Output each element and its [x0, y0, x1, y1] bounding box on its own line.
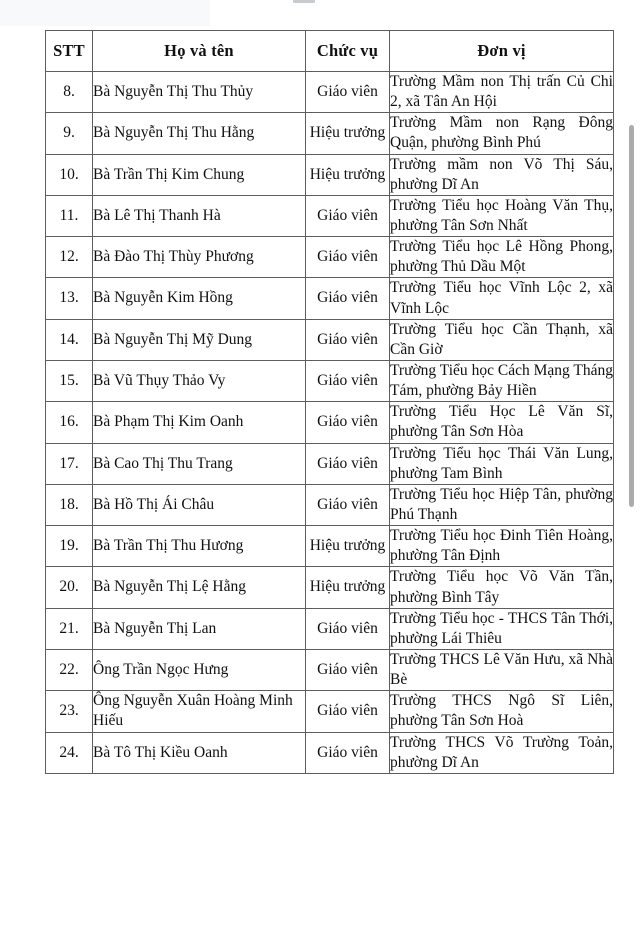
cell-name: Bà Trần Thị Kim Chung [93, 154, 306, 195]
table-row [46, 402, 614, 443]
cell-stt: 13. [46, 278, 93, 319]
cell-stt: 18. [46, 484, 93, 525]
cell-role: Giáo viên [306, 237, 390, 278]
cell-name: Bà Cao Thị Thu Trang [93, 443, 306, 484]
cell-unit: Trường Tiểu học Thái Văn Lung, phường Tam Bình [390, 443, 614, 484]
cell-unit: Trường THCS Võ Trường Toản, phường Dĩ An [390, 732, 614, 773]
personnel-table [45, 30, 614, 774]
cell-name: Bà Nguyễn Thị Lan [93, 608, 306, 649]
table-row [46, 360, 614, 401]
cell-stt: 12. [46, 237, 93, 278]
cell-stt: 14. [46, 319, 93, 360]
cell-role: Giáo viên [306, 278, 390, 319]
column-header-name: Họ và tên [93, 31, 306, 72]
cell-unit: Trường Tiểu học Hiệp Tân, phường Phú Thạnh [390, 484, 614, 525]
table-row [46, 608, 614, 649]
cell-stt: 11. [46, 195, 93, 236]
column-header-stt: STT [46, 31, 93, 72]
cell-stt: 21. [46, 608, 93, 649]
cell-unit: Trường Tiểu Học Lê Văn Sĩ, phường Tân Sơn Hòa [390, 402, 614, 443]
cell-role: Giáo viên [306, 608, 390, 649]
cell-role: Giáo viên [306, 72, 390, 113]
cell-stt: 20. [46, 567, 93, 608]
table-row [46, 278, 614, 319]
page-top-wash [0, 0, 210, 26]
cell-stt: 15. [46, 360, 93, 401]
cell-role: Giáo viên [306, 360, 390, 401]
cell-name: Ông Trần Ngọc Hưng [93, 649, 306, 690]
cell-name: Bà Trần Thị Thu Hương [93, 526, 306, 567]
cell-role: Giáo viên [306, 649, 390, 690]
cell-name: Bà Phạm Thị Kim Oanh [93, 402, 306, 443]
cell-role: Giáo viên [306, 484, 390, 525]
cell-name: Bà Hồ Thị Ái Châu [93, 484, 306, 525]
table-header-row [46, 31, 614, 72]
cell-stt: 16. [46, 402, 93, 443]
cell-stt: 23. [46, 691, 93, 732]
cell-role: Giáo viên [306, 402, 390, 443]
column-header-unit: Đơn vị [390, 31, 614, 72]
cell-name: Ông Nguyễn Xuân Hoàng Minh Hiếu [93, 691, 306, 732]
cell-stt: 10. [46, 154, 93, 195]
cell-stt: 9. [46, 113, 93, 154]
table-body [46, 72, 614, 774]
cell-unit: Trường Tiểu học Vĩnh Lộc 2, xã Vĩnh Lộc [390, 278, 614, 319]
cell-name: Bà Vũ Thụy Thảo Vy [93, 360, 306, 401]
cell-name: Bà Đào Thị Thùy Phương [93, 237, 306, 278]
cell-name: Bà Nguyễn Thị Lệ Hằng [93, 567, 306, 608]
cell-role: Hiệu trưởng [306, 154, 390, 195]
table-row [46, 567, 614, 608]
table-row [46, 72, 614, 113]
table-row [46, 319, 614, 360]
cell-role: Giáo viên [306, 732, 390, 773]
cell-role: Hiệu trưởng [306, 567, 390, 608]
cell-role: Hiệu trưởng [306, 526, 390, 567]
cell-role: Giáo viên [306, 319, 390, 360]
cell-unit: Trường Tiểu học Cần Thạnh, xã Cần Giờ [390, 319, 614, 360]
cell-name: Bà Nguyễn Thị Thu Hằng [93, 113, 306, 154]
table-row [46, 484, 614, 525]
cell-stt: 17. [46, 443, 93, 484]
cell-stt: 19. [46, 526, 93, 567]
table-row [46, 195, 614, 236]
cell-unit: Trường Mầm non Rạng Đông Quận, phường Bình Phú [390, 113, 614, 154]
cell-unit: Trường Tiểu học Cách Mạng Tháng Tám, phường Bảy Hiền [390, 360, 614, 401]
cell-name: Bà Nguyễn Kim Hồng [93, 278, 306, 319]
cell-role: Hiệu trưởng [306, 113, 390, 154]
cell-unit: Trường Mầm non Thị trấn Củ Chi 2, xã Tân An Hội [390, 72, 614, 113]
cell-role: Giáo viên [306, 443, 390, 484]
table-row [46, 732, 614, 773]
cell-role: Giáo viên [306, 195, 390, 236]
table-row [46, 443, 614, 484]
cell-name: Bà Lê Thị Thanh Hà [93, 195, 306, 236]
cell-unit: Trường Tiểu học Lê Hồng Phong, phường Thủ Dầu Một [390, 237, 614, 278]
cell-role: Giáo viên [306, 691, 390, 732]
cell-name: Bà Tô Thị Kiều Oanh [93, 732, 306, 773]
cell-name: Bà Nguyễn Thị Mỹ Dung [93, 319, 306, 360]
cell-unit: Trường THCS Lê Văn Hưu, xã Nhà Bè [390, 649, 614, 690]
table-row [46, 649, 614, 690]
table-row [46, 237, 614, 278]
table-row [46, 691, 614, 732]
column-header-role: Chức vụ [306, 31, 390, 72]
cell-stt: 22. [46, 649, 93, 690]
cell-unit: Trường Tiểu học Đinh Tiên Hoàng, phường Tân Định [390, 526, 614, 567]
vertical-scrollbar[interactable] [626, 0, 640, 936]
cell-unit: Trường THCS Ngô Sĩ Liên, phường Tân Sơn Hoà [390, 691, 614, 732]
cell-unit: Trường Tiểu học Võ Văn Tần, phường Bình Tây [390, 567, 614, 608]
cell-stt: 8. [46, 72, 93, 113]
cell-stt: 24. [46, 732, 93, 773]
table-row [46, 526, 614, 567]
cell-unit: Trường Tiểu học Hoàng Văn Thụ, phường Tân Sơn Nhất [390, 195, 614, 236]
cell-unit: Trường mầm non Võ Thị Sáu, phường Dĩ An [390, 154, 614, 195]
table-row [46, 113, 614, 154]
cell-name: Bà Nguyễn Thị Thu Thủy [93, 72, 306, 113]
scrollbar-thumb[interactable] [629, 125, 634, 507]
table-row [46, 154, 614, 195]
cell-unit: Trường Tiểu học - THCS Tân Thới, phường Lái Thiêu [390, 608, 614, 649]
clipped-text-remnant [293, 0, 315, 3]
